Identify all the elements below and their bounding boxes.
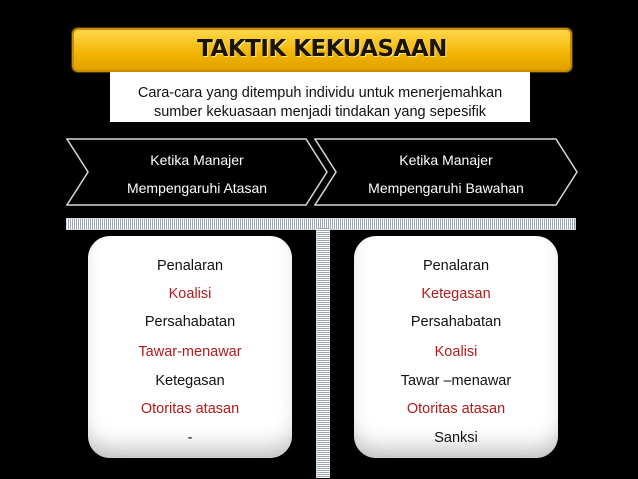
left-list-item: Ketegasan bbox=[155, 373, 225, 389]
description-box bbox=[110, 72, 530, 122]
left-header-line-2: Mempengaruhi Atasan bbox=[126, 180, 268, 196]
right-list-item: Otoritas atasan bbox=[406, 401, 506, 417]
left-category-header bbox=[66, 138, 328, 206]
left-list-item: Penalaran bbox=[156, 258, 224, 274]
left-list-item: - bbox=[187, 430, 193, 446]
vertical-divider bbox=[316, 228, 330, 478]
description-text bbox=[110, 84, 530, 122]
left-header-line-1: Ketika Manajer bbox=[150, 152, 244, 168]
description-line-2: sumber kekuasaan menjadi tindakan yang sepesifik bbox=[153, 104, 487, 120]
left-list-item: Otoritas atasan bbox=[140, 401, 240, 417]
right-tactics-card bbox=[354, 236, 558, 458]
right-list-item: Persahabatan bbox=[410, 314, 502, 330]
right-list-item: Koalisi bbox=[434, 344, 478, 360]
right-category-header bbox=[314, 138, 578, 206]
right-list-item: Sanksi bbox=[434, 430, 478, 446]
right-list-item: Ketegasan bbox=[421, 286, 491, 302]
description-line-1: Cara-cara yang ditempuh individu untuk menerjemahkan bbox=[137, 85, 503, 101]
left-list-item: Tawar-menawar bbox=[138, 344, 242, 360]
right-list-item: Penalaran bbox=[422, 258, 490, 274]
title-banner bbox=[72, 28, 572, 72]
left-list-item: Persahabatan bbox=[144, 314, 236, 330]
right-list-item: Tawar –menawar bbox=[400, 373, 512, 389]
right-header-line-1: Ketika Manajer bbox=[399, 152, 493, 168]
page-title: TAKTIK KEKUASAAN bbox=[197, 36, 447, 62]
left-list-item: Koalisi bbox=[168, 286, 212, 302]
right-header-line-2: Mempengaruhi Bawahan bbox=[368, 180, 524, 196]
left-tactics-card bbox=[88, 236, 292, 458]
